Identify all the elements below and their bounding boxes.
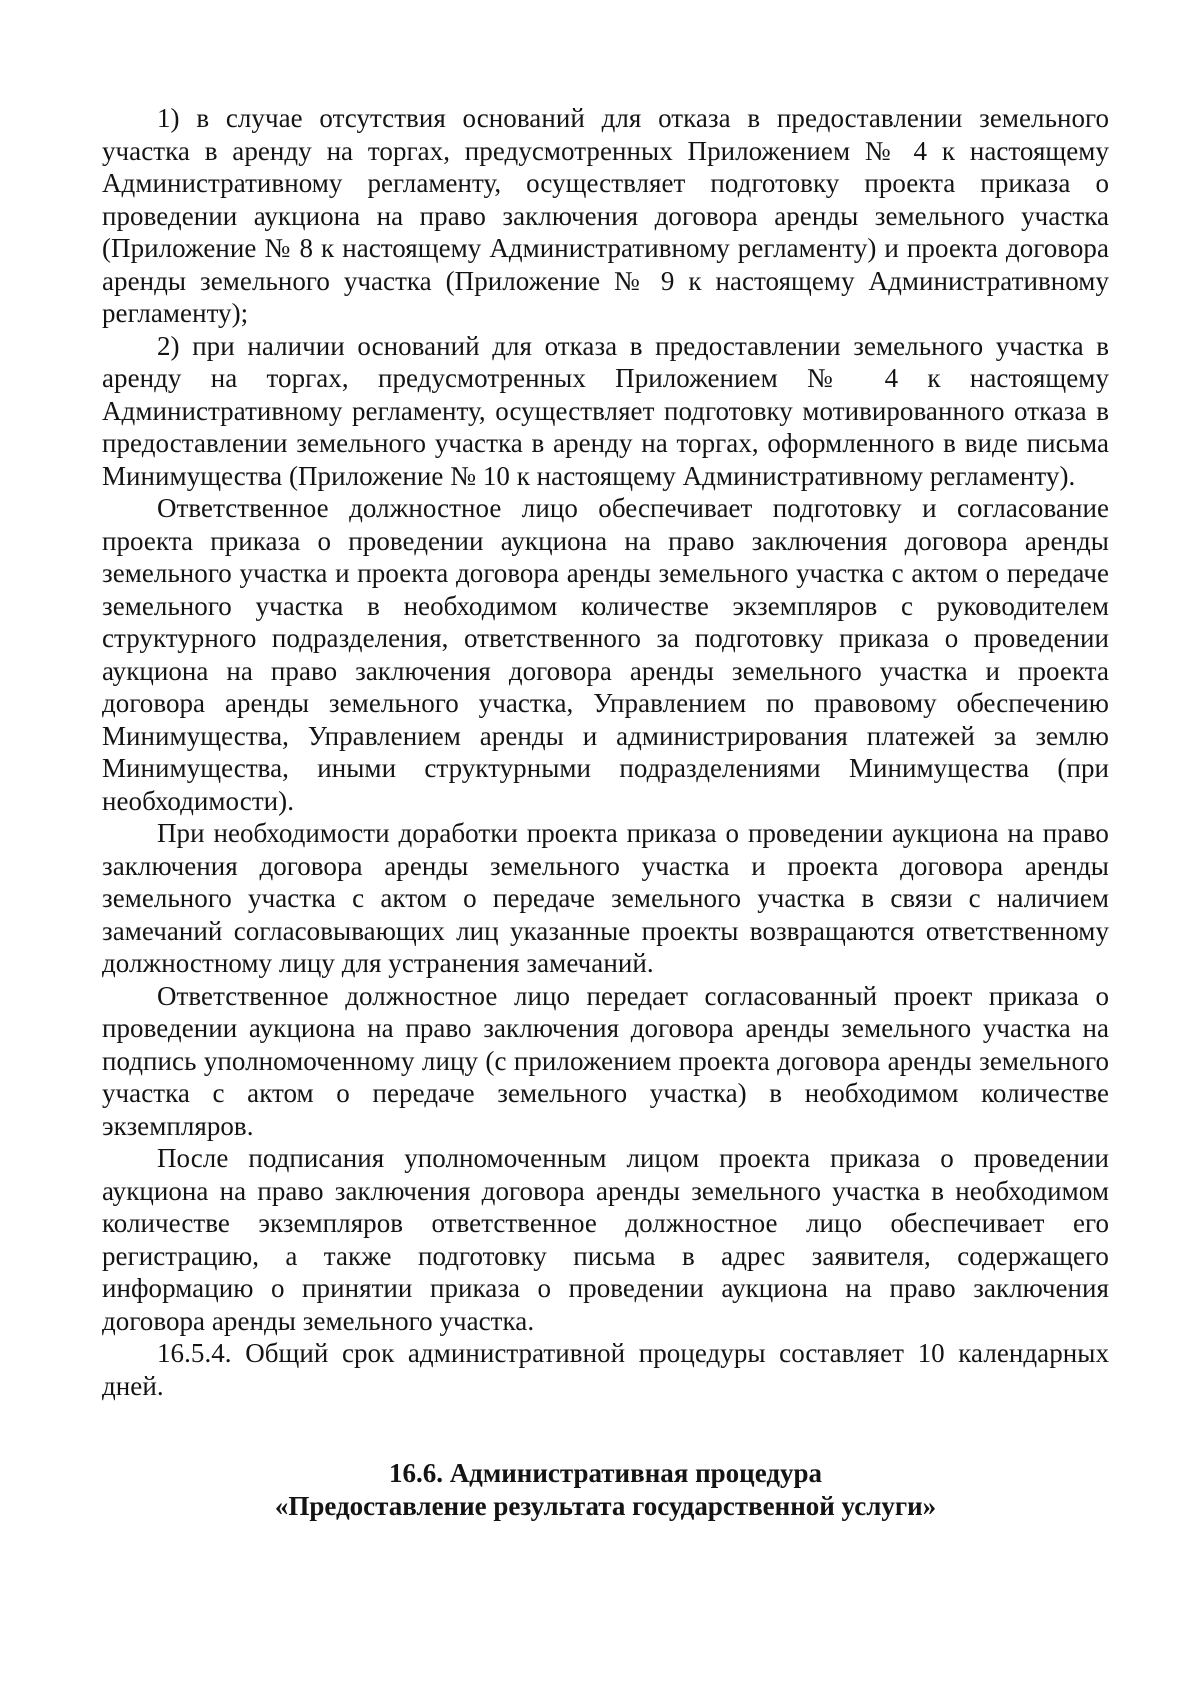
paragraph-5: Ответственное должностное лицо передает согласованный проект приказа о проведении аукциона на право заключения договора аренды земельного участка на подпись уполномоченному лицу (с приложением проекта договора аренды земельного участка с актом о передаче земельного участка) в необходимом количестве экземпляров. <box>102 980 1109 1141</box>
paragraph-3: Ответственное должностное лицо обеспечивает подготовку и согласование проекта приказа о проведении аукциона на право заключения договора аренды земельного участка и проекта договора аренды земельного участка с актом о передаче земельного участка в необходимом количестве экземпляров с руководителем структурного подразделения, ответственного за подготовку приказа о проведении аукциона на право заключения договора аренды земельного участка и проекта договора аренды земельного участка, Управлением по правовому обеспечению Минимущества, Управлением аренды и администрирования платежей за землю Минимущества, иными структурными подразделениями Минимущества (при необходимости). <box>102 493 1109 816</box>
section-heading <box>102 1457 1109 1522</box>
paragraph-4: При необходимости доработки проекта приказа о проведении аукциона на право заключения договора аренды земельного участка и проекта договора аренды земельного участка с актом о передаче земельного участка в связи с наличием замечаний согласовывающих лиц указанные проекты возвращаются ответственному должностному лицу для устранения замечаний. <box>102 818 1109 978</box>
section-heading-line-2: «Предоставление результата государственной услуги» <box>274 1490 937 1521</box>
paragraph-6: После подписания уполномоченным лицом проекта приказа о проведении аукциона на право заключения договора аренды земельного участка в необходимом количестве экземпляров ответственное должностное лицо обеспечивает его регистрацию, а также подготовку письма в адрес заявителя, содержащего информацию о принятии приказа о проведении аукциона на право заключения договора аренды земельного участка. <box>102 1143 1109 1336</box>
document-body <box>102 102 1109 1402</box>
paragraph-2: 2) при наличии оснований для отказа в предоставлении земельного участка в аренду на торгах, предусмотренных Приложением № 4 к настоящему Административному регламенту, осуществляет подготовку мотивированного отказа в предоставлении земельного участка в аренду на торгах, оформленного в виде письма Минимущества (Приложение № 10 к настоящему Административному регламенту). <box>102 330 1109 491</box>
paragraph-1: 1) в случае отсутствия оснований для отказа в предоставлении земельного участка в аренду на торгах, предусмотренных Приложением № 4 к настоящему Административному регламенту, осуществляет подготовку проекта приказа о проведении аукциона на право заключения договора аренды земельного участка (Приложение № 8 к настоящему Административному регламенту) и проекта договора аренды земельного участка (Приложение № 9 к настоящему Административному регламенту); <box>102 103 1109 328</box>
section-heading-line-1: 16.6. Административная процедура <box>388 1458 823 1488</box>
paragraph-7: 16.5.4. Общий срок административной процедуры составляет 10 календарных дней. <box>102 1338 1109 1401</box>
